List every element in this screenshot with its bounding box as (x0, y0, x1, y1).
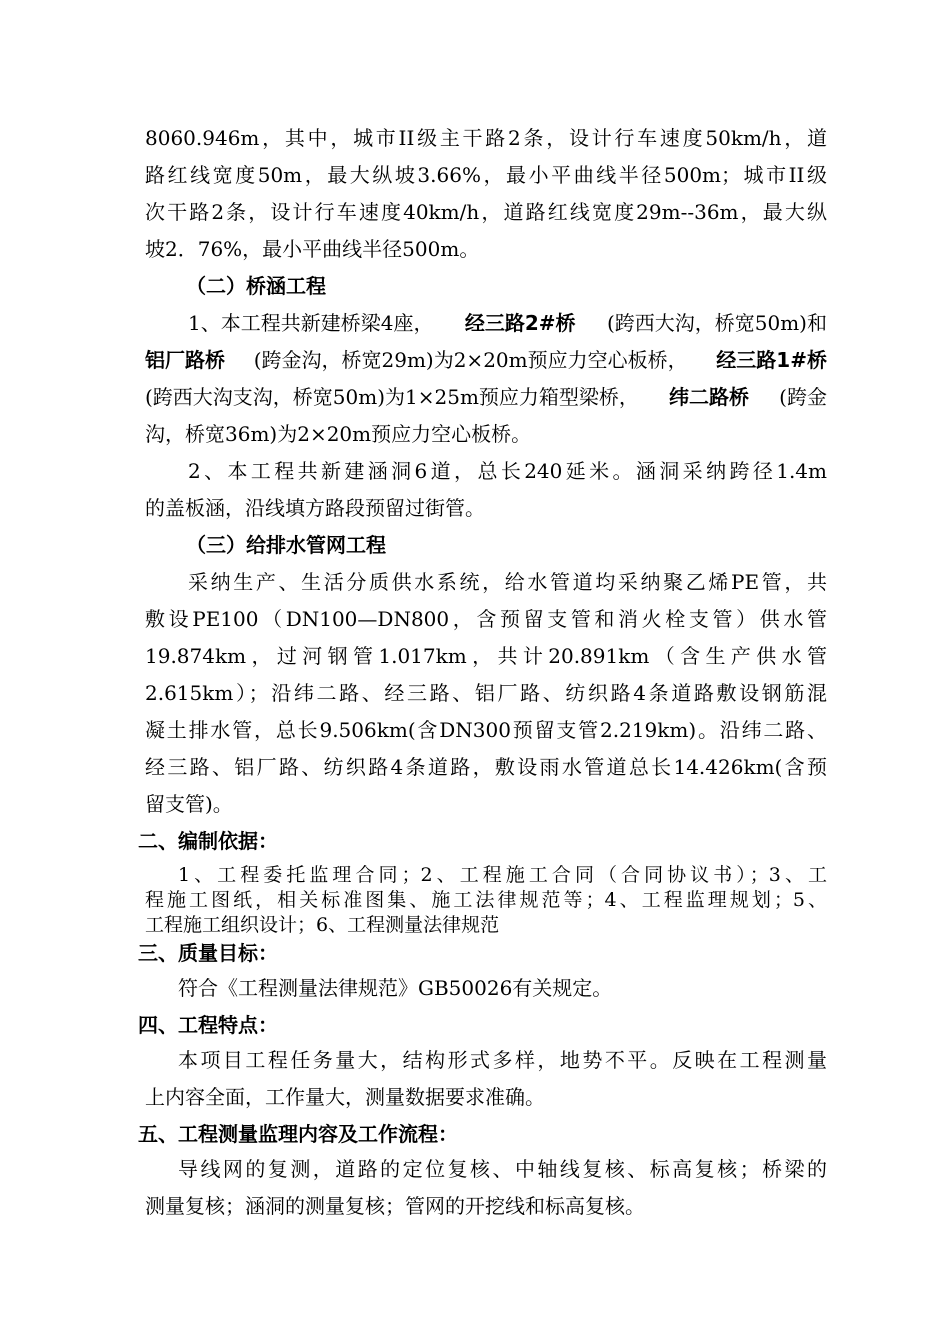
bridge-name: 经三路1#桥 (716, 348, 827, 372)
section-heading: 三、质量目标： (138, 941, 278, 965)
text-line: 2、本工程共新建涵洞6道，总长240延米。涵洞采纳跨径1.4m (188, 459, 827, 483)
subsection-heading: （二）桥涵工程 (186, 274, 326, 298)
subsection-heading: （三）给排水管网工程 (186, 533, 386, 557)
text-line: 坡2．76%，最小平曲线半径500m。 (145, 237, 480, 261)
text-line: 1、工程委托监理合同；2、工程施工合同（合同协议书）；3、工 (178, 864, 827, 886)
text-run: (跨西大沟，桥宽50m)和 (606, 311, 827, 335)
text-line: 8060.946m，其中，城市II级主干路2条，设计行车速度50km/h，道 (145, 126, 827, 150)
text-line: 程施工图纸，相关标准图集、施工法律规范等；4、工程监理规划；5、 (145, 889, 827, 911)
text-line: 沟，桥宽36m)为2×20m预应力空心板桥。 (145, 422, 532, 446)
text-line: 2.615km）；沿纬二路、经三路、铝厂路、纺织路4条道路敷设钢筋混 (145, 681, 827, 705)
text-line: 经三路、铝厂路、纺织路4条道路，敷设雨水管道总长14.426km(含预 (145, 755, 827, 779)
text-line (145, 385, 827, 409)
text-line: 路红线宽度50m，最大纵坡3.66%，最小平曲线半径500m；城市II级 (145, 163, 827, 187)
text-run: (跨金 (779, 385, 827, 409)
text-line: 上内容全面，工作量大，测量数据要求准确。 (145, 1085, 545, 1109)
text-line: 19.874km，过河钢管1.017km，共计20.891km（含生产供水管 (145, 644, 827, 668)
text-line: 留支管)。 (145, 792, 233, 816)
text-run: 1、本工程共新建桥梁4座， (188, 311, 434, 335)
section-heading: 二、编制依据： (138, 829, 278, 853)
text-line: 次干路2条，设计行车速度40km/h，道路红线宽度29m--36m，最大纵 (145, 200, 827, 224)
text-line: 符合《工程测量法律规范》GB50026有关规定。 (178, 976, 613, 1000)
section-heading: 四、工程特点： (138, 1013, 278, 1037)
text-line: 工程施工组织设计；6、工程测量法律规范 (145, 914, 500, 936)
text-line (188, 311, 827, 335)
bridge-name: 铝厂路桥 (145, 348, 225, 372)
text-line: 敷设PE100（DN100—DN800，含预留支管和消火栓支管）供水管 (145, 607, 827, 631)
section-heading: 五、工程测量监理内容及工作流程： (138, 1122, 458, 1146)
text-line: 测量复核；涵洞的测量复核；管网的开挖线和标高复核。 (145, 1194, 645, 1218)
text-line: 本项目工程任务量大，结构形式多样，地势不平。反映在工程测量 (178, 1048, 827, 1072)
bridge-name: 经三路2#桥 (464, 311, 576, 335)
text-run: (跨西大沟支沟，桥宽50m)为1×25m预应力箱型梁桥， (145, 385, 639, 409)
text-line: 导线网的复测，道路的定位复核、中轴线复核、标高复核；桥梁的 (178, 1157, 827, 1181)
bridge-name: 纬二路桥 (669, 385, 750, 409)
text-line: 的盖板涵，沿线填方路段预留过街管。 (145, 496, 485, 520)
text-line: 采纳生产、生活分质供水系统，给水管道均采纳聚乙烯PE管，共 (188, 570, 827, 594)
text-run: (跨金沟，桥宽29m)为2×20m预应力空心板桥， (253, 348, 688, 372)
text-line: 凝土排水管，总长9.506km(含DN300预留支管2.219km)。沿纬二路、 (145, 718, 827, 742)
text-line (145, 348, 827, 372)
